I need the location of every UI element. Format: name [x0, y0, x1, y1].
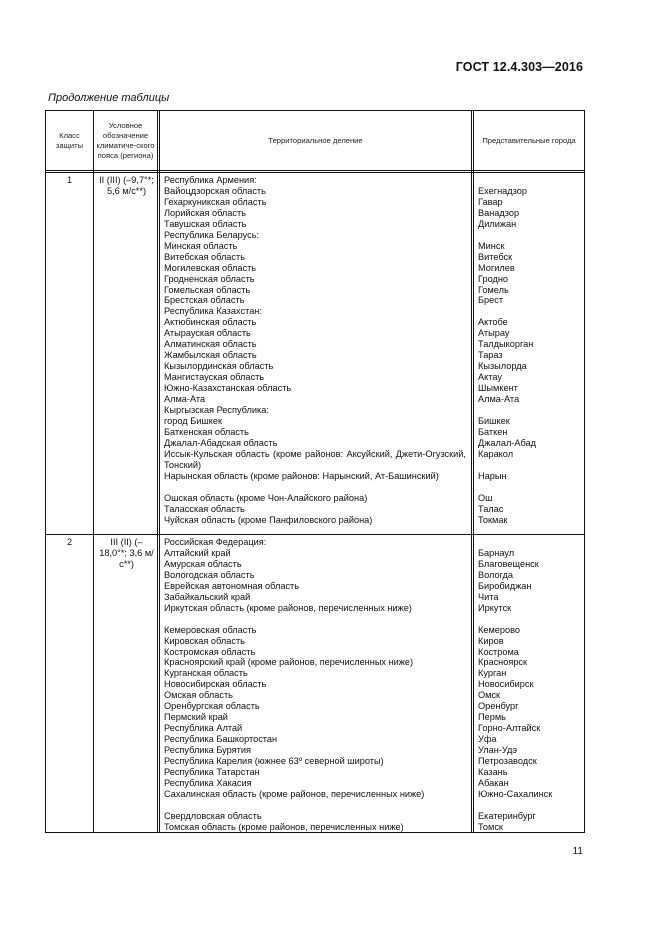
city-item: [478, 537, 582, 548]
territory-item: Баткенская область: [164, 426, 249, 437]
column-divider: [157, 111, 158, 832]
territory-item: Чуйская область (кроме Панфиловского района): [164, 514, 373, 525]
city-list: [478, 537, 582, 833]
territory-item: Забайкальский край: [164, 591, 251, 602]
city-item: Казань: [478, 767, 508, 777]
city-item: Томск: [478, 821, 503, 832]
territory-item: Свердловская область: [164, 810, 262, 821]
territory-item: Кемеровская область: [164, 624, 257, 635]
territory-item: Республика Бурятия: [164, 745, 251, 756]
territory-item: город Бишкек: [164, 415, 222, 426]
city-list: [478, 175, 582, 525]
territory-item: Республика Армения:: [164, 175, 257, 185]
territory-item: Омская область: [164, 690, 233, 701]
city-item: Южно-Сахалинск: [478, 788, 553, 799]
territory-item: Мангистауская область: [164, 372, 265, 383]
territory-item: Республика Хакасия: [164, 777, 252, 788]
city-item: Актау: [478, 372, 502, 383]
territory-list: [164, 537, 466, 833]
territory-item: Алтайский край: [164, 547, 231, 558]
city-item: Атырау: [478, 328, 510, 339]
territory-item: Костромская область: [164, 646, 256, 657]
city-item: Кызылорда: [478, 361, 527, 372]
city-item: Токмак: [478, 514, 508, 525]
row-divider: [46, 534, 584, 535]
city-item: Ванадзор: [478, 207, 520, 218]
city-item: Екатеринбург: [478, 810, 536, 821]
territory-item: Гомельская область: [164, 284, 251, 295]
territory-item: Нарынская область (кроме районов: Нарынский, Ат-Башинский): [164, 470, 439, 481]
city-item: Алма-Ата: [478, 394, 520, 405]
territory-item: Тавушская область: [164, 218, 247, 229]
city-item: Кемерово: [478, 624, 520, 635]
city-item: Талдыкорган: [478, 339, 534, 350]
city-item: [478, 405, 582, 416]
column-divider: [159, 111, 160, 832]
territory-item: Оренбургская область: [164, 701, 260, 712]
territory-item: Алматинская область: [164, 339, 257, 350]
city-item: Красноярск: [478, 657, 528, 668]
city-item: Уфа: [478, 734, 497, 745]
city-item: Курган: [478, 668, 507, 679]
city-item: Бишкек: [478, 415, 510, 426]
city-item: Иркутск: [478, 602, 512, 613]
territory-item: Кыргызская Республика:: [164, 405, 269, 416]
territory-item: Жамбылская область: [164, 350, 257, 361]
city-item: Ош: [478, 492, 493, 503]
column-divider: [471, 111, 472, 832]
territory-item: Брестская область: [164, 295, 245, 306]
climate-zone-table: [45, 110, 585, 833]
territory-item: Таласская область: [164, 503, 245, 514]
climate-zone-cell: II (III) (–9,7°*; 5,6 м/с**): [99, 175, 154, 196]
territory-item: Алма-Ата: [164, 394, 206, 405]
territory-item: Республика Беларусь:: [164, 229, 260, 240]
protection-class-cell: 1: [66, 175, 73, 185]
city-item: Брест: [478, 295, 504, 306]
city-item: Улан-Удэ: [478, 745, 518, 756]
city-item: Гомель: [478, 284, 509, 295]
territory-item: Актюбинская область: [164, 317, 257, 328]
territory-item: Гехаркуникская область: [164, 196, 267, 207]
city-item: Джалал-Абад: [478, 437, 537, 448]
city-item: Ехегнадзор: [478, 185, 527, 196]
city-item: Тараз: [478, 350, 503, 361]
city-item: Кострома: [478, 646, 519, 657]
protection-class-cell: 2: [66, 537, 73, 547]
page-number: 11: [572, 846, 583, 857]
territory-item: Минская область: [164, 240, 238, 251]
territory-item: Новосибирская область: [164, 679, 267, 690]
climate-zone-cell: III (II) (–18,0°*; 3,6 м/с**): [99, 537, 154, 569]
city-item: Абакан: [478, 777, 509, 788]
city-item: Шымкент: [478, 383, 518, 394]
territory-item: Курганская область: [164, 668, 248, 679]
city-item: Вологда: [478, 569, 514, 580]
city-item: Нарын: [478, 470, 507, 481]
city-item: Актобе: [478, 317, 508, 328]
territory-item: Томская область (кроме районов, перечисленных ниже): [164, 821, 404, 832]
territory-item: Пермский край: [164, 712, 228, 723]
city-item: Биробиджан: [478, 580, 532, 591]
territory-item: Иссык-Кульская область (кроме районов: Аксуйский, Джети-Огузский, Тонский): [164, 448, 466, 470]
territory-item: Республика Татарстан: [164, 767, 260, 777]
territory-item: Южно-Казахстанская область: [164, 383, 292, 394]
column-header-cities: Представительные города: [482, 136, 576, 145]
document-code: ГОСТ 12.4.303—2016: [455, 60, 583, 74]
city-item: Минск: [478, 240, 505, 251]
city-item: Омск: [478, 690, 501, 701]
territory-item: Атырауская область: [164, 328, 251, 339]
territory-item: Сахалинская область (кроме районов, перечисленных ниже): [164, 788, 425, 799]
city-item: Киров: [478, 635, 504, 646]
territory-item: Иркутская область (кроме районов, перечисленных ниже): [164, 602, 412, 613]
city-item: Талас: [478, 503, 504, 514]
territory-item: Джалал-Абадская область: [164, 437, 278, 448]
city-item: Гавар: [478, 196, 503, 207]
territory-item: Республика Карелия (южнее 63º северной широты): [164, 756, 384, 767]
table-caption: Продолжение таблицы: [48, 92, 170, 104]
territory-item: Республика Алтай: [164, 723, 243, 734]
city-item: Чита: [478, 591, 499, 602]
territory-item: Вайоцдзорская область: [164, 185, 266, 196]
territory-item: Ошская область (кроме Чон-Алайского района): [164, 492, 368, 503]
territory-item: Гродненская область: [164, 273, 255, 284]
city-item: Горно-Алтайск: [478, 723, 541, 734]
city-item: Дилижан: [478, 218, 517, 229]
column-header-class: Класс защиты: [55, 131, 84, 150]
column-header-territory: Территориальное деление: [268, 136, 363, 145]
territory-item: Еврейская автономная область: [164, 580, 300, 591]
city-item: [478, 230, 582, 241]
column-divider: [93, 111, 94, 832]
territory-item: Кировская область: [164, 635, 245, 646]
city-item: Гродно: [478, 273, 509, 284]
city-item: Пермь: [478, 712, 506, 723]
territory-item: Витебская область: [164, 251, 246, 262]
city-item: Оренбург: [478, 701, 519, 712]
city-item: Баткен: [478, 426, 508, 437]
territory-item: Лорийская область: [164, 207, 246, 218]
column-divider: [473, 111, 474, 832]
city-item: [478, 175, 582, 186]
column-header-zone: Условное обозначение климатиче-ского пояса (региона): [96, 121, 155, 160]
territory-item: Российская Федерация:: [164, 537, 267, 547]
territory-item: Амурская область: [164, 558, 242, 569]
city-item: Петрозаводск: [478, 756, 537, 767]
territory-item: Вологодская область: [164, 569, 255, 580]
territory-item: Кызылординская область: [164, 361, 274, 372]
city-item: Новосибирск: [478, 679, 534, 690]
city-item: Благовещенск: [478, 558, 539, 569]
city-item: [478, 306, 582, 317]
territory-item: Республика Казахстан:: [164, 306, 262, 317]
territory-item: Республика Башкортостан: [164, 734, 278, 745]
territory-item: Могилевская область: [164, 262, 257, 273]
city-item: Могилев: [478, 262, 515, 273]
territory-list: [164, 175, 466, 525]
city-item: Витебск: [478, 251, 513, 262]
city-item: Каракол: [478, 448, 514, 459]
territory-item: Красноярский край (кроме районов, перечисленных ниже): [164, 657, 414, 668]
city-item: Барнаул: [478, 547, 515, 558]
